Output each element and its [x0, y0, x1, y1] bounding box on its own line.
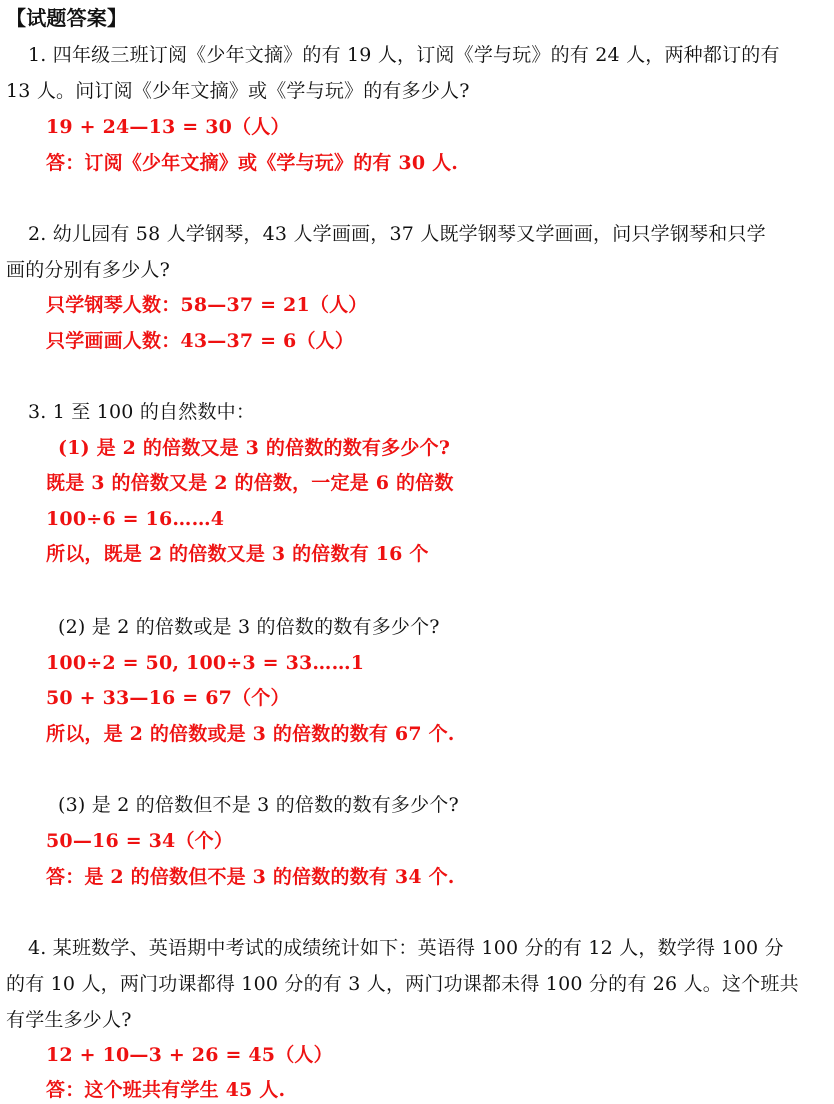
q3-part2-answer-line-3: 所以，是 2 的倍数或是 3 的倍数的数有 67 个.: [46, 723, 455, 745]
q4-stem-line-1: 4. 某班数学、英语期中考试的成绩统计如下：英语得 100 分的有 12 人，数学得 100 分: [28, 937, 784, 959]
q4-answer-statement: 答：这个班共有学生 45 人.: [46, 1079, 286, 1101]
q2-answer-drawing-only: 只学画画人数：43—37 = 6（人）: [46, 330, 355, 352]
q3-part1-prompt: (1) 是 2 的倍数又是 3 的倍数的数有多少个?: [58, 437, 451, 459]
q4-stem-line-2: 的有 10 人，两门功课都得 100 分的有 3 人，两门功课都未得 100 分的有 26 人。这个班共: [6, 973, 799, 995]
q1-answer-equation: 19 + 24—13 = 30（人）: [46, 116, 290, 138]
q3-part3-answer-line-1: 50—16 = 34（个）: [46, 830, 234, 852]
q4-stem-line-3: 有学生多少人?: [6, 1009, 132, 1031]
section-heading: 【试题答案】: [6, 6, 128, 30]
q3-part2-prompt: (2) 是 2 的倍数或是 3 的倍数的数有多少个?: [58, 616, 440, 638]
q3-part2-answer-line-1: 100÷2 = 50, 100÷3 = 33……1: [46, 652, 365, 674]
q2-answer-piano-only: 只学钢琴人数：58—37 = 21（人）: [46, 294, 368, 316]
q2-stem-line-1: 2. 幼儿园有 58 人学钢琴，43 人学画画，37 人既学钢琴又学画画，问只学钢琴和只学: [28, 223, 766, 245]
q3-part3-prompt: (3) 是 2 的倍数但不是 3 的倍数的数有多少个?: [58, 794, 459, 816]
q1-stem-line-2: 13 人。问订阅《少年文摘》或《学与玩》的有多少人?: [6, 80, 470, 102]
q1-answer-statement: 答：订阅《少年文摘》或《学与玩》的有 30 人.: [46, 152, 459, 174]
q1-stem-line-1: 1. 四年级三班订阅《少年文摘》的有 19 人，订阅《学与玩》的有 24 人，两种都订的有: [28, 44, 780, 66]
q3-stem: 3. 1 至 100 的自然数中：: [28, 401, 256, 423]
q3-part3-answer-line-2: 答：是 2 的倍数但不是 3 的倍数的数有 34 个.: [46, 866, 455, 888]
q3-part1-answer-line-1: 既是 3 的倍数又是 2 的倍数，一定是 6 的倍数: [46, 472, 454, 494]
q4-answer-equation: 12 + 10—3 + 26 = 45（人）: [46, 1044, 333, 1066]
q2-stem-line-2: 画的分别有多少人?: [6, 259, 170, 281]
q3-part1-answer-line-3: 所以，既是 2 的倍数又是 3 的倍数有 16 个: [46, 543, 429, 565]
q3-part1-answer-line-2: 100÷6 = 16……4: [46, 508, 225, 530]
q3-part2-answer-line-2: 50 + 33—16 = 67（个）: [46, 687, 290, 709]
